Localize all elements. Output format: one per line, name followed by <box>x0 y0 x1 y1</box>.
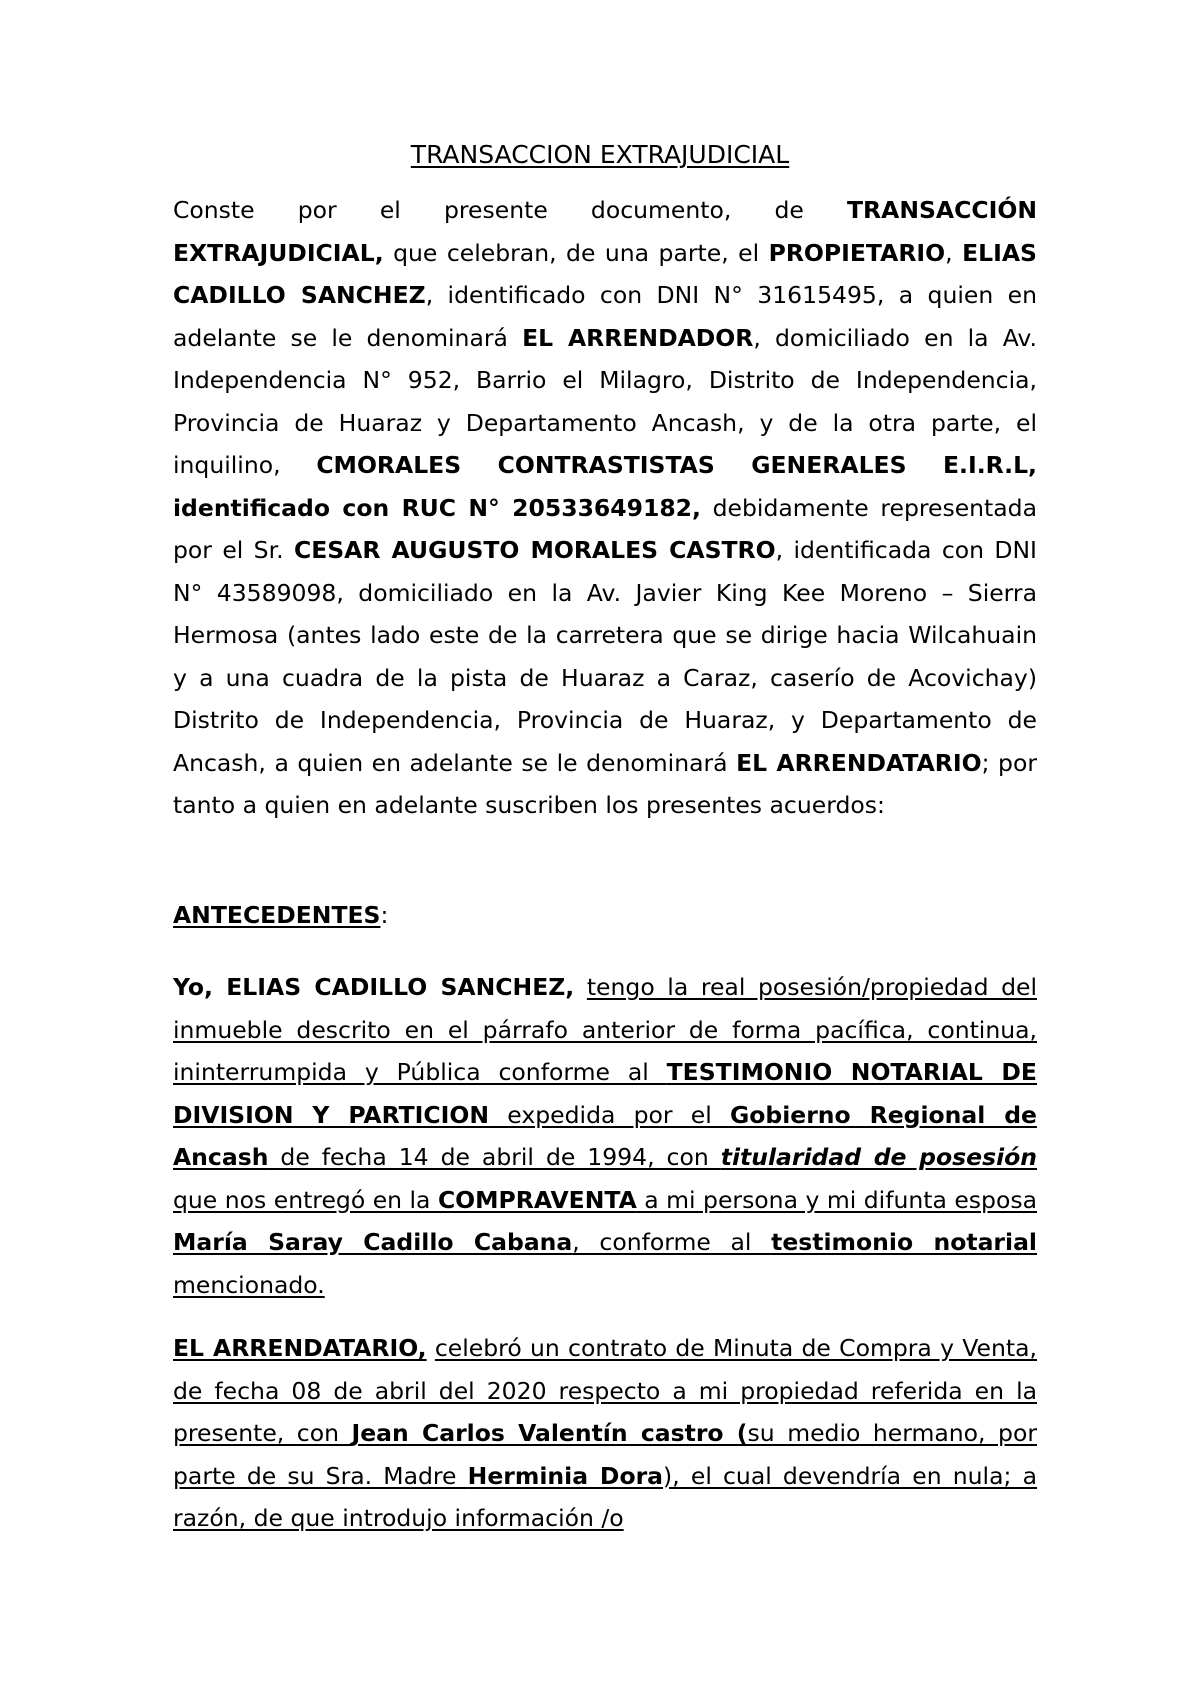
intro-text-2: que celebran, de una parte, el <box>383 238 769 267</box>
intro-bold-cmorales: CMORALES CONTRASTISTAS GENERALES E.I.R.L, identificado con RUC N° 20533649182, <box>173 451 1037 522</box>
antecedentes-heading-text: ANTECEDENTES <box>173 901 381 929</box>
antecedentes-colon: : <box>380 901 389 929</box>
p2-underlined-2: expedida por el <box>489 1100 730 1129</box>
intro-text-5: , domiciliado en la Av. Independencia N° 952, Barrio el Milagro, Distrito de Independencia, Provincia de Huaraz y Departamento Ancash, y de la otra parte, el inquilino, <box>173 323 1037 479</box>
antecedentes-heading <box>173 894 1037 937</box>
intro-bold-elias: ELIAS CADILLO SANCHEZ <box>173 238 1037 309</box>
p2-bold-gobierno: Gobierno Regional de Ancash <box>173 1100 1037 1171</box>
p2-underlined-5: a mi persona y mi difunta esposa <box>636 1185 1037 1214</box>
p3-bold-arrendatario: EL ARRENDATARIO, <box>173 1334 427 1362</box>
p3-space <box>427 1334 435 1362</box>
intro-text-7: , identificada con DNI N° 43589098, domiciliado en la Av. Javier King Kee Moreno – Sierra Hermosa (antes lado este de la carretera que se dirige hacia Wilcahuain y a una cuadra de la pista de Huaraz a Caraz, caserío de Acovichay) Distrito de Independencia, Provincia de Huaraz, y Departamento de Ancash, a quien en adelante se le denominará <box>173 536 1037 777</box>
p3-underlined-3: ), el cual devendría en nula; a razón, de que introdujo información /o <box>173 1461 1037 1532</box>
p2-underlined-4: que nos entregó en la <box>173 1185 438 1214</box>
p3-underlined-2: su medio hermano, por parte de su Sra. Madre <box>173 1419 1037 1490</box>
p2-underlined-7: mencionado. <box>173 1270 325 1299</box>
p2-bold-maria: María Saray Cadillo Cabana <box>173 1228 573 1256</box>
p3-bold-herminia: Herminia Dora <box>467 1461 664 1490</box>
intro-text-6: debidamente representada por el Sr. <box>173 493 1037 564</box>
intro-text-4: , identificado con DNI N° 31615495, a quien en adelante se le denominará <box>173 281 1038 352</box>
intro-text-3: , <box>945 238 963 267</box>
p2-underlined-1: tengo la real posesión/propiedad del inmueble descrito en el párrafo anterior de forma pacífica, continua, ininterrumpida y Pública conforme al <box>173 973 1037 1086</box>
intro-bold-transaccion: TRANSACCIÓN EXTRAJUDICIAL, <box>173 196 1037 267</box>
intro-bold-arrendatario: EL ARRENDATARIO <box>736 748 982 777</box>
p2-underlined-3: de fecha 14 de abril de 1994, con <box>268 1143 721 1171</box>
antecedentes-paragraph-1 <box>173 966 1037 1306</box>
p2-space <box>574 973 587 1001</box>
intro-text-1: Conste por el presente documento, de <box>173 196 848 224</box>
document-title: TRANSACCION EXTRAJUDICIAL <box>410 140 790 169</box>
p3-bold-jean-carlos: Jean Carlos Valentín castro ( <box>351 1419 748 1447</box>
intro-text-8: ; por tanto a quien en adelante suscriben los presentes acuerdos: <box>173 748 1037 819</box>
p2-bold-testimonio-notarial: testimonio notarial <box>771 1228 1037 1256</box>
p2-bold-yo-elias: Yo, ELIAS CADILLO SANCHEZ, <box>173 973 575 1001</box>
antecedentes-paragraph-2 <box>173 1327 1037 1540</box>
p2-bold-compraventa: COMPRAVENTA <box>437 1185 637 1214</box>
intro-paragraph <box>173 189 1037 827</box>
p2-bold-italic-titularidad: titularidad de posesión <box>720 1143 1037 1171</box>
intro-bold-arrendador: EL ARRENDADOR <box>522 323 754 352</box>
intro-bold-cesar: CESAR AUGUSTO MORALES CASTRO <box>293 536 776 564</box>
intro-bold-propietario: PROPIETARIO <box>768 238 946 267</box>
p2-bold-testimonio: TESTIMONIO NOTARIAL DE DIVISION Y PARTICION <box>173 1058 1037 1129</box>
p3-underlined-1: celebró un contrato de Minuta de Compra y Venta, de fecha 08 de abril del 2020 respecto a mi propiedad referida en la presente, con <box>173 1334 1037 1447</box>
p2-underlined-6: , conforme al <box>572 1228 772 1256</box>
